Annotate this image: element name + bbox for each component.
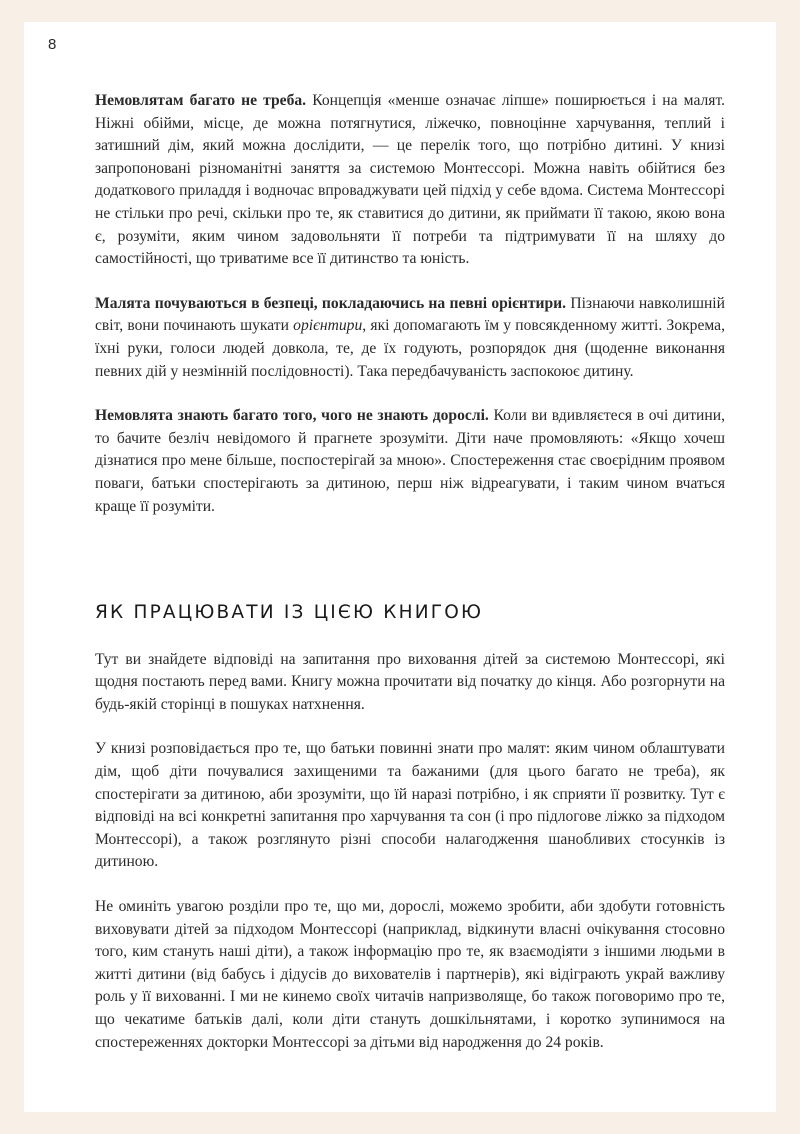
paragraph-lead: Немовлята знають багато того, чого не знають дорослі. (95, 407, 489, 425)
paragraph-text: Пізнаючи навколишній світ, вони починають шукати (95, 294, 725, 335)
emphasized-term: орієнтири (293, 317, 363, 335)
paragraph-text: , які допомагають їм у повсякденному житті. Зокрема, їхні руки, голоси людей довкола, те, де їх годують, розпорядок дня (щоденне виконання певних дій у незмінній послідовності). Така передбачуваність заспокоює дитину. (95, 317, 725, 380)
page-content (95, 90, 725, 1054)
section-paragraph-3: Не оминіть увагою розділи про те, що ми, дорослі, можемо зробити, аби здобути готовність виховувати дітей за підходом Монтессорі (наприклад, відкинути власні очікування стосовно того, ким стануть наші діти), а також інформацію про те, як взаємодіяти з іншими людьми в житті дитини (від бабусь і дідусів до вихователів і партнерів), які відіграють украй важливу роль у її вихованні. І ми не кинемо своїх читачів напризволяще, бо також поговоримо про те, що чекатиме батьків далі, коли діти стануть дошкільнятами, і коротко зупинимося на спостереженнях докторки Монтессорі за дітьми від народження до 24 років. (95, 898, 725, 1051)
paragraph-text: Концепція «менше означає ліпше» поширюється і на малят. Ніжні обійми, місце, де можна потягнутися, ліжечко, повноцінне харчування, теплий і затишний дім, який можна дослідити, — це перелік того, що потрібно дитині. У книзі запропоновані різноманітні заняття за системою Монтессорі. Можна навіть обійтися без додаткового приладдя і водночас впроваджувати цей підхід у себе вдома. Система Монтессорі не стільки про речі, скільки про те, як ставитися до дитини, як приймати її такою, якою вона є, розуміти, яким чином задовольняти її потреби та підтримувати її на шляху до самостійності, що триватиме все її дитинство та юність. (95, 92, 725, 268)
paragraph-text: Коли ви вдивляєтеся в очі дитини, то бачите безліч невідомого й прагнете зрозуміти. Діти наче промовляють: «Якщо хочеш дізнатися про мене більше, поспостерігай за мною». Спостереження стає своєрідним проявом поваги, батьки спостерігають за дитиною, перш ніж відреагувати, і таким чином вчаться краще її розуміти. (95, 407, 725, 515)
paragraph-lead: Малята почуваються в безпеці, покладаючись на певні орієнтири. (95, 294, 567, 312)
section-paragraph-2: У книзі розповідається про те, що батьки повинні знати про малят: яким чином облаштувати дім, щоб діти почувалися захищеними та бажаними (для цього багато не треба), як спостерігати за дитиною, аби зрозуміти, що їй наразі потрібно, і як сприяти її розвитку. Тут є відповіді на всі конкретні запитання про харчування та сон (і про підлогове ліжко за підходом Монтессорі), а також розглянуто різні способи налагодження шанобливих стосунків із дитиною. (95, 740, 725, 871)
page-number: 8 (48, 36, 57, 53)
how-to-use-section (95, 602, 725, 1054)
section-heading: ЯК ПРАЦЮВАТИ ІЗ ЦІЄЮ КНИГОЮ (95, 602, 484, 624)
intro-paragraph-2 (95, 293, 725, 383)
section-paragraph-1: Тут ви знайдете відповіді на запитання про виховання дітей за системою Монтессорі, які щодня постають перед вами. Книгу можна прочитати від початку до кінця. Або розгорнути на будь-якій сторінці в пошуках натхнення. (95, 650, 725, 713)
paragraph-lead: Немовлятам багато не треба. (95, 92, 307, 109)
intro-paragraph-1 (95, 90, 725, 271)
intro-paragraph-3 (95, 405, 725, 518)
book-page (24, 22, 776, 1112)
intro-block (95, 90, 725, 518)
